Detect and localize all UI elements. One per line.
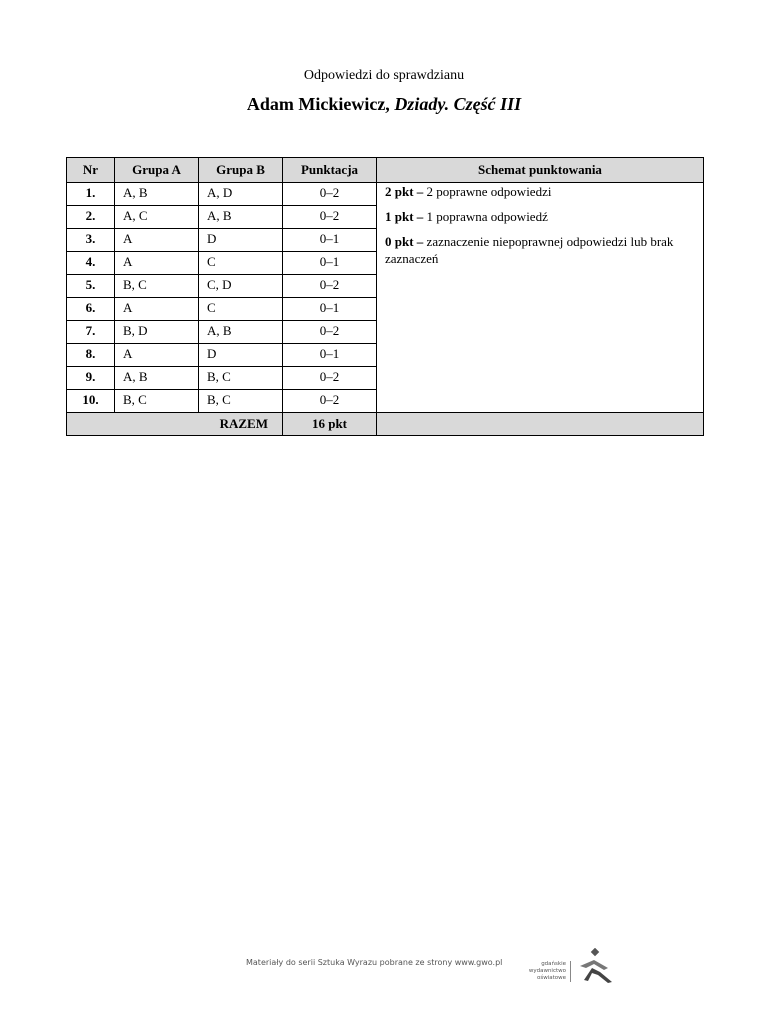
scoring-rule (385, 208, 695, 225)
document-title (0, 94, 768, 115)
total-empty-cell (377, 413, 704, 436)
column-header-nr: Nr (67, 158, 115, 183)
scoring-scheme (377, 183, 704, 413)
publisher-name-line: gdańskie (541, 961, 566, 967)
answer-group-a: B, C (115, 390, 199, 413)
answer-group-b: A, B (199, 206, 283, 229)
question-number: 7. (67, 321, 115, 344)
column-header-scheme: Schemat punktowania (377, 158, 704, 183)
points-range: 0–1 (283, 229, 377, 252)
question-number: 3. (67, 229, 115, 252)
question-number: 2. (67, 206, 115, 229)
question-number: 5. (67, 275, 115, 298)
title-author: Adam Mickiewicz, (246, 94, 395, 114)
answer-group-a: A (115, 298, 199, 321)
answer-group-a: A, B (115, 367, 199, 390)
document-subtitle: Odpowiedzi do sprawdzianu (303, 68, 465, 83)
column-header-group-b: Grupa B (199, 158, 283, 183)
points-range: 0–2 (283, 367, 377, 390)
scoring-rule-points: 1 pkt – (385, 209, 424, 224)
points-range: 0–1 (283, 252, 377, 275)
question-number: 1. (67, 183, 115, 206)
footer-source: Materiały do serii Sztuka Wyrazu pobrane ze strony www.gwo.pl (246, 958, 503, 967)
scoring-rule-text: 2 poprawne odpowiedzi (423, 184, 552, 199)
answer-group-a: A (115, 229, 199, 252)
answer-group-a: A, B (115, 183, 199, 206)
answer-group-b: B, C (199, 390, 283, 413)
answer-group-a: B, D (115, 321, 199, 344)
column-header-points: Punktacja (283, 158, 377, 183)
points-range: 0–2 (283, 206, 377, 229)
scoring-rule-points: 2 pkt – (385, 184, 424, 199)
total-value: 16 pkt (283, 413, 377, 436)
answer-group-b: C (199, 252, 283, 275)
answer-group-a: A (115, 344, 199, 367)
title-work: Dziady. Część III (394, 94, 522, 114)
question-number: 6. (67, 298, 115, 321)
scoring-rule-text: zaznaczenie niepoprawnej odpowiedzi lub brak zaznaczeń (385, 234, 674, 266)
scoring-rule (385, 183, 695, 200)
scoring-rule-points: 0 pkt – (385, 234, 424, 249)
question-number: 9. (67, 367, 115, 390)
answer-group-a: A, C (115, 206, 199, 229)
column-header-group-a: Grupa A (115, 158, 199, 183)
publisher-name-line: oświatowe (536, 975, 566, 981)
answer-group-a: B, C (115, 275, 199, 298)
gwo-logo-icon (574, 948, 616, 984)
answer-group-b: D (199, 229, 283, 252)
answer-group-a: A (115, 252, 199, 275)
points-range: 0–2 (283, 183, 377, 206)
answer-group-b: C, D (199, 275, 283, 298)
answers-table (66, 157, 704, 436)
publisher-name-line: wydawnictwo (528, 968, 566, 974)
question-number: 8. (67, 344, 115, 367)
question-number: 10. (67, 390, 115, 413)
answer-group-b: B, C (199, 367, 283, 390)
table-row (67, 183, 704, 206)
answer-group-b: A, B (199, 321, 283, 344)
publisher-name (522, 961, 571, 982)
answer-group-b: D (199, 344, 283, 367)
answer-group-b: A, D (199, 183, 283, 206)
answer-group-b: C (199, 298, 283, 321)
total-label: RAZEM (67, 413, 283, 436)
total-row (67, 413, 704, 436)
points-range: 0–2 (283, 390, 377, 413)
question-number: 4. (67, 252, 115, 275)
scoring-rule-text: 1 poprawna odpowiedź (423, 209, 548, 224)
table-header-row (67, 158, 704, 183)
points-range: 0–2 (283, 321, 377, 344)
points-range: 0–1 (283, 344, 377, 367)
points-range: 0–1 (283, 298, 377, 321)
scoring-rule (385, 233, 695, 267)
points-range: 0–2 (283, 275, 377, 298)
